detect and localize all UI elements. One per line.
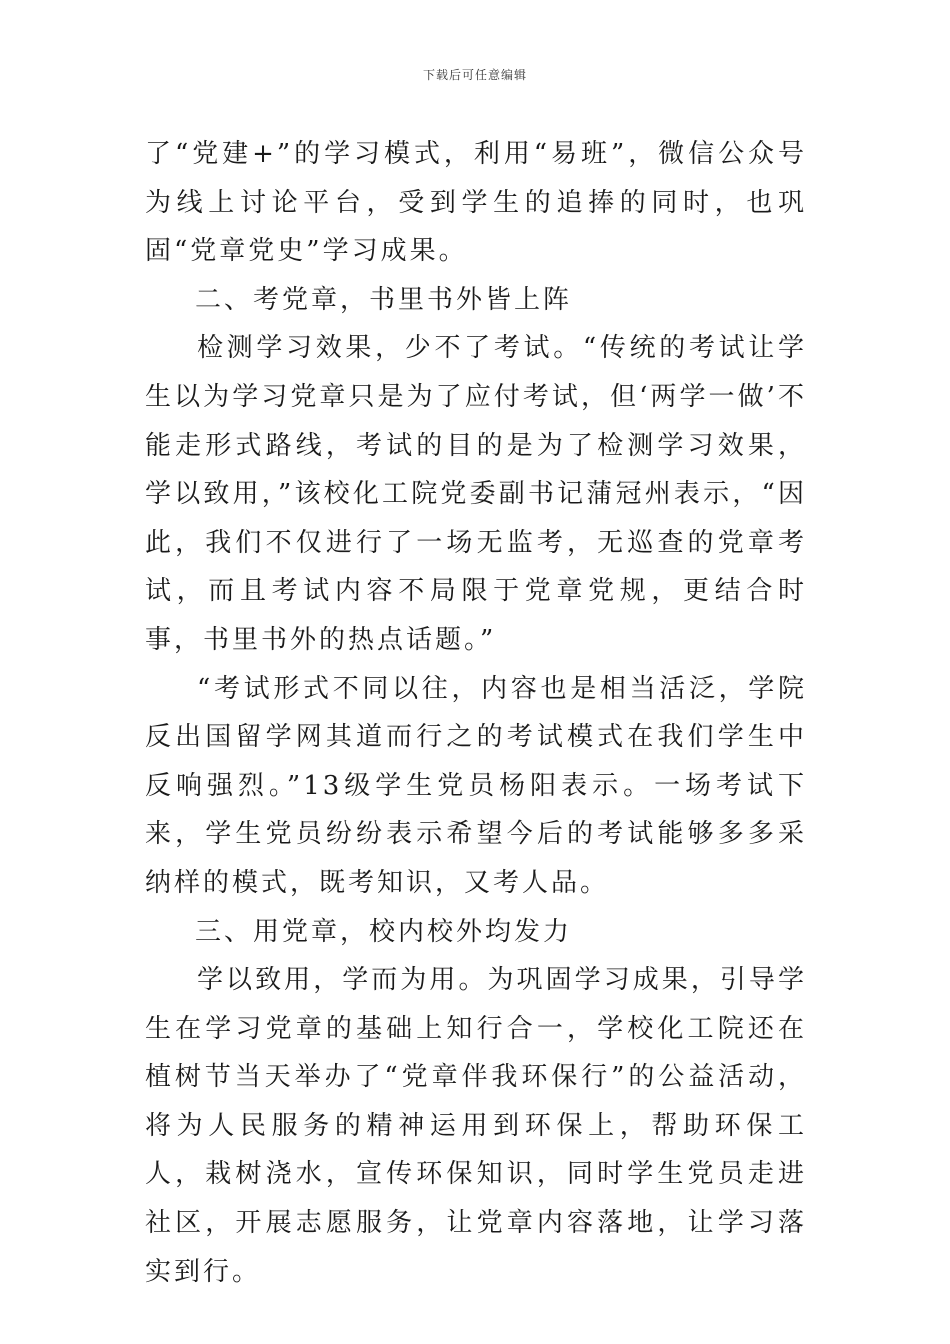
section-heading-3: 三、用党章，校内校外均发力 [195, 916, 573, 947]
section-heading-2: 二、考党章，书里书外皆上阵 [195, 284, 573, 315]
paragraph-continuation: 了“党建+”的学习模式，利用“易班”，微信公众号为线上讨论平台，受到学生的追捧的同时，也巩固“党章党史”学习成果。 [145, 139, 807, 267]
document-body [145, 130, 807, 1296]
page-header: 下载后可任意编辑 [422, 68, 527, 82]
paragraph-practice: 学以致用，学而为用。为巩固学习成果，引导学生在学习党章的基础上知行合一，学校化工院还在植树节当天举办了“党章伴我环保行”的公益活动，将为人民服务的精神运用到环保上，帮助环保工人，栽树浇水，宣传环保知识，同时学生党员走进社区，开展志愿服务，让党章内容落地，让学习落实到行。 [145, 965, 807, 1287]
paragraph-exam: 检测学习效果，少不了考试。“传统的考试让学生以为学习党章只是为了应付考试，但‘两学一做’不能走形式路线，考试的目的是为了检测学习效果，学以致用，”该校化工院党委副书记蒲冠州表示，“因此，我们不仅进行了一场无监考，无巡查的党章考试，而且考试内容不局限于党章党规，更结合时事，书里书外的热点话题。” [145, 333, 807, 655]
paragraph-student-quote: “考试形式不同以往，内容也是相当活泛，学院反出国留学网其道而行之的考试模式在我们学生中反响强烈。”13级学生党员杨阳表示。一场考试下来，学生党员纷纷表示希望今后的考试能够多多采纳样的模式，既考知识，又考人品。 [145, 673, 807, 898]
